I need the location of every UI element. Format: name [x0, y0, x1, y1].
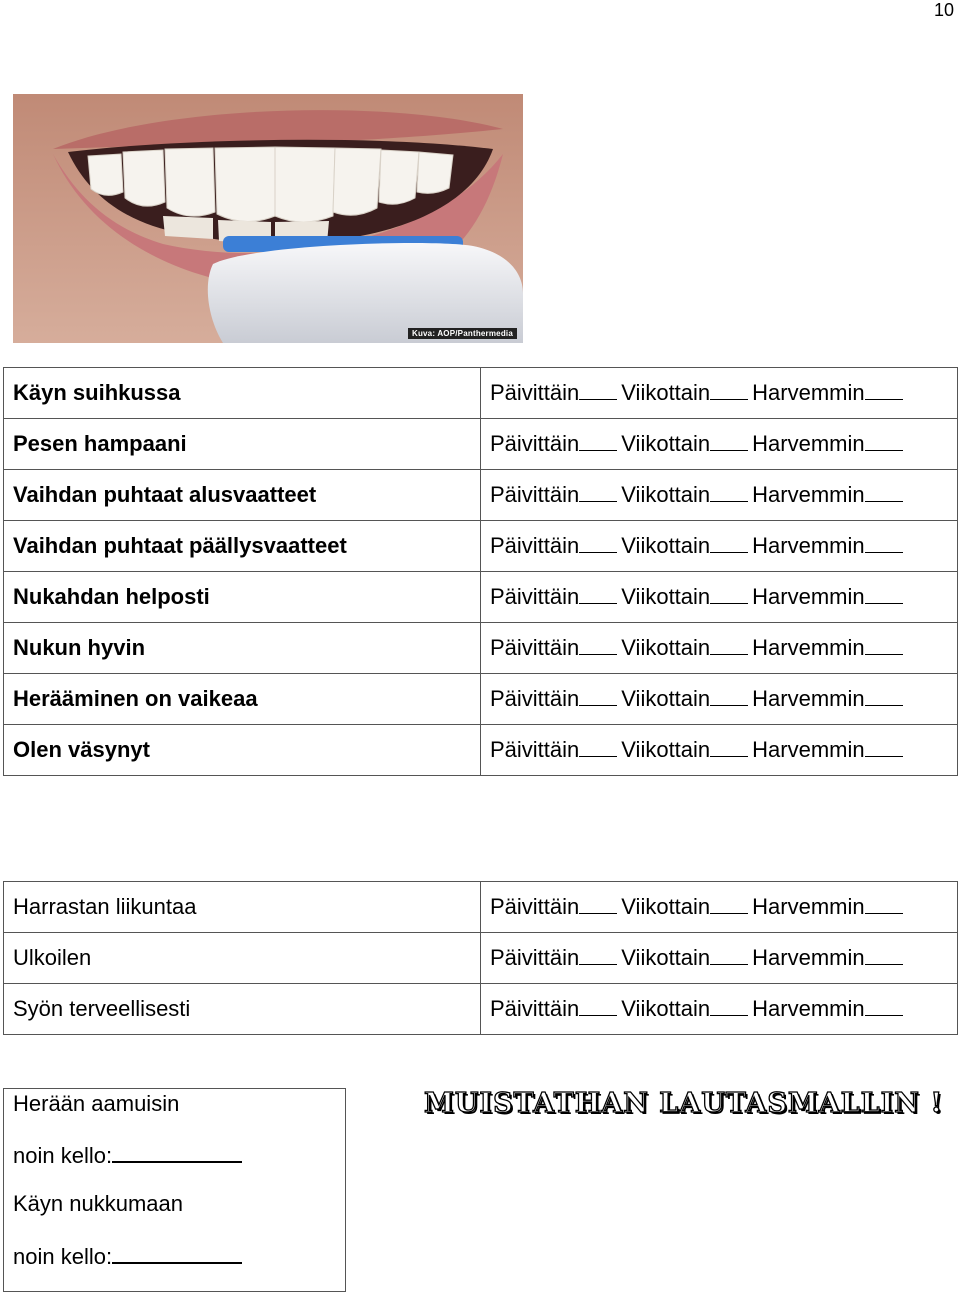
- weekly-option-label: Viikottain: [621, 945, 711, 970]
- weekly-option-label: Viikottain: [621, 894, 711, 919]
- row-label: Pesen hampaani: [4, 419, 481, 470]
- frequency-options: [481, 623, 958, 674]
- table-row: [4, 470, 958, 521]
- bed-time-label: noin kello:: [13, 1244, 113, 1269]
- table-row: [4, 882, 958, 933]
- less-option-label: Harvemmin: [752, 482, 865, 507]
- less-option-blank[interactable]: [865, 636, 903, 655]
- weekly-option-label: Viikottain: [621, 737, 711, 762]
- less-option-label: Harvemmin: [752, 584, 865, 609]
- sleep-times-box: [3, 1088, 346, 1292]
- bed-time-row: [13, 1242, 242, 1270]
- reminder-heading: MUISTATHAN LAUTASMALLIN !: [424, 1088, 944, 1119]
- less-option-label: Harvemmin: [752, 533, 865, 558]
- weekly-option-blank[interactable]: [710, 636, 748, 655]
- wake-label: Herään aamuisin: [13, 1091, 180, 1116]
- frequency-options: [481, 674, 958, 725]
- row-label: Käyn suihkussa: [4, 368, 481, 419]
- weekly-option-blank[interactable]: [710, 534, 748, 553]
- table-row: [4, 984, 958, 1035]
- weekly-option-label: Viikottain: [621, 431, 711, 456]
- frequency-options: [481, 521, 958, 572]
- less-option-blank[interactable]: [865, 483, 903, 502]
- daily-option-blank[interactable]: [579, 381, 617, 400]
- weekly-option-blank[interactable]: [710, 483, 748, 502]
- row-label: Syön terveellisesti: [4, 984, 481, 1035]
- daily-option-label: Päivittäin: [490, 431, 580, 456]
- daily-option-label: Päivittäin: [490, 380, 580, 405]
- daily-option-blank[interactable]: [579, 585, 617, 604]
- weekly-option-label: Viikottain: [621, 635, 711, 660]
- row-label: Olen väsynyt: [4, 725, 481, 776]
- table-row: [4, 623, 958, 674]
- row-label: Ulkoilen: [4, 933, 481, 984]
- bed-time-field[interactable]: [112, 1242, 242, 1264]
- weekly-option-blank[interactable]: [710, 738, 748, 757]
- less-option-blank[interactable]: [865, 381, 903, 400]
- weekly-option-label: Viikottain: [621, 996, 711, 1021]
- less-option-label: Harvemmin: [752, 894, 865, 919]
- daily-option-label: Päivittäin: [490, 996, 580, 1021]
- row-label: Nukun hyvin: [4, 623, 481, 674]
- table-row: [4, 572, 958, 623]
- frequency-options: [481, 984, 958, 1035]
- frequency-options: [481, 470, 958, 521]
- daily-option-label: Päivittäin: [490, 945, 580, 970]
- daily-option-label: Päivittäin: [490, 894, 580, 919]
- weekly-option-label: Viikottain: [621, 584, 711, 609]
- daily-option-blank[interactable]: [579, 483, 617, 502]
- table-row: [4, 725, 958, 776]
- daily-option-label: Päivittäin: [490, 686, 580, 711]
- row-label: Herääminen on vaikeaa: [4, 674, 481, 725]
- daily-option-label: Päivittäin: [490, 635, 580, 660]
- less-option-blank[interactable]: [865, 534, 903, 553]
- row-label: Harrastan liikuntaa: [4, 882, 481, 933]
- table-row: [4, 674, 958, 725]
- page-number: 10: [933, 0, 954, 20]
- frequency-options: [481, 419, 958, 470]
- less-option-blank[interactable]: [865, 738, 903, 757]
- weekly-option-label: Viikottain: [621, 686, 711, 711]
- daily-option-label: Päivittäin: [490, 533, 580, 558]
- weekly-option-blank[interactable]: [710, 381, 748, 400]
- less-option-blank[interactable]: [865, 997, 903, 1016]
- daily-option-blank[interactable]: [579, 738, 617, 757]
- daily-option-blank[interactable]: [579, 432, 617, 451]
- less-option-label: Harvemmin: [752, 945, 865, 970]
- weekly-option-blank[interactable]: [710, 997, 748, 1016]
- frequency-options: [481, 882, 958, 933]
- less-option-blank[interactable]: [865, 432, 903, 451]
- wake-time-field[interactable]: [112, 1141, 242, 1163]
- wake-time-label: noin kello:: [13, 1143, 113, 1168]
- weekly-option-label: Viikottain: [621, 380, 711, 405]
- frequency-options: [481, 725, 958, 776]
- daily-option-blank[interactable]: [579, 534, 617, 553]
- less-option-label: Harvemmin: [752, 686, 865, 711]
- less-option-label: Harvemmin: [752, 380, 865, 405]
- weekly-option-blank[interactable]: [710, 585, 748, 604]
- weekly-option-blank[interactable]: [710, 432, 748, 451]
- weekly-option-blank[interactable]: [710, 946, 748, 965]
- frequency-options: [481, 933, 958, 984]
- table-row: [4, 419, 958, 470]
- weekly-option-label: Viikottain: [621, 482, 711, 507]
- daily-option-label: Päivittäin: [490, 584, 580, 609]
- less-option-blank[interactable]: [865, 946, 903, 965]
- less-option-blank[interactable]: [865, 895, 903, 914]
- daily-option-blank[interactable]: [579, 636, 617, 655]
- frequency-options: [481, 368, 958, 419]
- less-option-label: Harvemmin: [752, 635, 865, 660]
- less-option-label: Harvemmin: [752, 431, 865, 456]
- photo-credit: Kuva: AOP/Panthermedia: [408, 328, 517, 339]
- table-row: [4, 933, 958, 984]
- smile-illustration: [13, 94, 523, 343]
- row-label: Vaihdan puhtaat alusvaatteet: [4, 470, 481, 521]
- daily-option-label: Päivittäin: [490, 482, 580, 507]
- weekly-option-blank[interactable]: [710, 895, 748, 914]
- row-label: Nukahdan helposti: [4, 572, 481, 623]
- bed-label: Käyn nukkumaan: [13, 1191, 183, 1216]
- daily-option-label: Päivittäin: [490, 737, 580, 762]
- less-option-label: Harvemmin: [752, 996, 865, 1021]
- frequency-options: [481, 572, 958, 623]
- activity-table: [3, 881, 958, 1035]
- daily-option-blank[interactable]: [579, 687, 617, 706]
- toothbrush-photo: [13, 94, 523, 343]
- less-option-blank[interactable]: [865, 687, 903, 706]
- daily-option-blank[interactable]: [579, 946, 617, 965]
- less-option-blank[interactable]: [865, 585, 903, 604]
- table-row: [4, 368, 958, 419]
- weekly-option-label: Viikottain: [621, 533, 711, 558]
- weekly-option-blank[interactable]: [710, 687, 748, 706]
- wake-time-row: [13, 1141, 242, 1169]
- daily-option-blank[interactable]: [579, 895, 617, 914]
- row-label: Vaihdan puhtaat päällysvaatteet: [4, 521, 481, 572]
- hygiene-table: [3, 367, 958, 776]
- table-row: [4, 521, 958, 572]
- less-option-label: Harvemmin: [752, 737, 865, 762]
- daily-option-blank[interactable]: [579, 997, 617, 1016]
